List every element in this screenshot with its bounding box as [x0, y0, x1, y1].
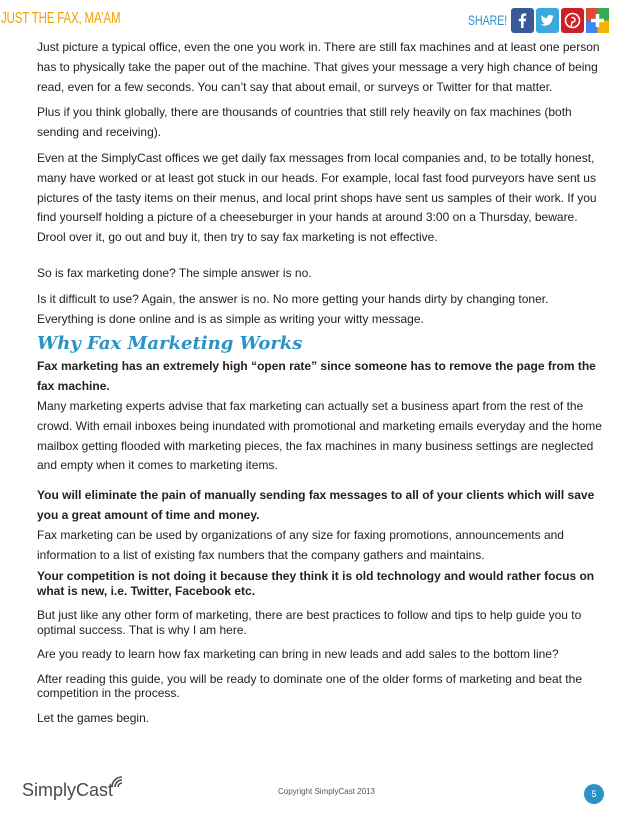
paragraph: After reading this guide, you will be ready to dominate one of the older forms of marketing and beat the competition in the process.: [37, 671, 582, 701]
page-number-badge: 5: [584, 784, 604, 804]
logo-text: SimplyCast: [22, 780, 114, 800]
paragraph: Just picture a typical office, even the one you work in. There are still fax machines and at least one person has to physically take the paper out of the machine. That gives your message a very high chance of being read, even for a few seconds. You can’t say that about email, or surveys or Twitter for that matter.: [37, 40, 600, 94]
share-label: SHARE!: [468, 13, 508, 28]
broadcast-icon: [110, 773, 126, 789]
pinterest-share-button[interactable]: [561, 8, 584, 33]
paragraph: Let the games begin.: [37, 710, 150, 725]
facebook-share-button[interactable]: [511, 8, 534, 33]
bold-statement: Fax marketing has an extremely high “open rate” since someone has to remove the page from the fax machine.: [37, 359, 596, 394]
bold-statement: Your competition is not doing it because they think it is old technology and would rather focus on what is new, i.e. Twitter, Facebook etc.: [37, 569, 595, 598]
header-title: JUST THE FAX, MA'AM: [1, 10, 121, 27]
article-body: [37, 38, 603, 725]
paragraph: So is fax marketing done? The simple answer is no.: [37, 265, 312, 280]
google-plus-share-button[interactable]: [586, 8, 609, 33]
facebook-icon: [511, 8, 534, 33]
section-heading: Why Fax Marketing Works: [37, 333, 303, 355]
paragraph: But just like any other form of marketing, there are best practices to follow and tips to help guide you to optimal success. That is why I am here.: [37, 608, 582, 637]
bold-statement: You will eliminate the pain of manually sending fax messages to all of your clients which will save you a great amount of time and money.: [37, 488, 595, 522]
paragraph: Are you ready to learn how fax marketing can bring in new leads and add sales to the bottom line?: [37, 647, 559, 662]
twitter-share-button[interactable]: [536, 8, 559, 33]
paragraph: Is it difficult to use? Again, the answer is no. No more getting your hands dirty by changing toner. Everything is done online and is as simple as writing your witty message.: [37, 291, 549, 326]
pinterest-icon: [561, 8, 584, 33]
twitter-icon: [536, 8, 559, 33]
copyright-text: Copyright SimplyCast 2013: [278, 787, 375, 796]
paragraph: Many marketing experts advise that fax marketing can actually set a business apart from the rest of the crowd. With email inboxes being inundated with promotional and marketing emails everyday and the home mailbox getting flooded with marketing pieces, the fax machines in many business settings are neglected and empty when it comes to marketing items.: [37, 398, 602, 473]
paragraph: Even at the SimplyCast offices we get daily fax messages from local companies and, to be totally honest, many have worked or at least got stuck in our heads. For example, local fast food purveyors have sent us pictures of the tasty items on their menus, and local print shops have sent us samples of their work. If you find yourself holding a picture of a cheeseburger in your hands at around 3:00 on a Thursday, beware. Drool over it, go out and buy it, then try to say fax marketing is not effective.: [37, 150, 597, 245]
paragraph: Fax marketing can be used by organizations of any size for faxing promotions, announcements and information to a list of existing fax numbers that the company gathers and maintains.: [37, 527, 564, 562]
google-plus-icon: [586, 8, 609, 33]
paragraph: Plus if you think globally, there are thousands of countries that still rely heavily on fax machines (both sending and receiving).: [37, 105, 572, 140]
